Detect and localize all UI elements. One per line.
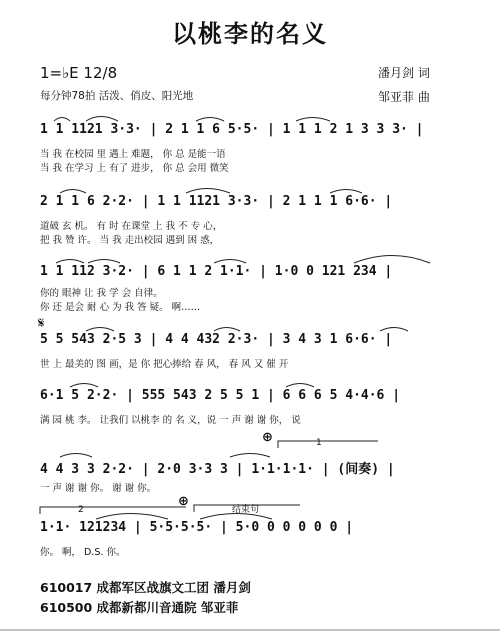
slur: [214, 260, 246, 264]
notation-row-6: 4 4 3 3 2·2· | 2·0 3·3 3 | 1·1·1·1· | (间奏) |: [40, 462, 395, 477]
slur: [186, 189, 230, 194]
slur: [88, 260, 120, 264]
coda-sign-1: ⊕: [262, 430, 273, 445]
lyric-row-3-verse-1: 你的 眼神 让 我 学 会 自律。: [40, 288, 163, 299]
notation-row-5: 6·1 5 2·2· | 555 543 2 5 5 1 | 6 6 6 5 4·4·6 |: [40, 388, 401, 403]
lyricist-credit: 潘月剑 词: [378, 66, 430, 80]
notation-row-1: 1 1 1121 3·3· | 2 1 1 6 5·5· | 1 1 1 2 1 3 3 3· |: [40, 122, 424, 137]
slur: [296, 118, 330, 122]
notation-row-4: 5 5 543 2·5 3 | 4 4 432 2·3· | 3 4 3 1 6·6· |: [40, 332, 393, 347]
slur: [96, 514, 168, 520]
volta-1-label: 1: [316, 438, 322, 448]
volta-2-label: 2: [78, 505, 84, 515]
lyric-row-1-verse-1: 当 我 在校园 里 遇上 难题， 你 总 是能一语: [40, 149, 226, 160]
footer-line-1: 610017 成都军区战旗文工团 潘月剑: [40, 580, 251, 595]
slur: [54, 118, 70, 122]
notation-row-3: 1 1 112 3·2· | 6 1 1 2 1·1· | 1·0 0 121 234 |: [40, 264, 393, 279]
slur: [86, 117, 118, 122]
slur: [230, 454, 270, 458]
coda-sign-2: ⊕: [178, 494, 189, 509]
volta-1-bracket: [278, 441, 378, 448]
ending-label: 结束句: [232, 505, 260, 515]
segno-sign: 𝄋: [38, 314, 45, 332]
slur: [60, 454, 92, 458]
lyric-row-4: 世 上 最美的 图 画，是 你 把心捧给 春 风， 春 风 又 催 开: [40, 359, 289, 370]
slur: [196, 118, 224, 122]
slur: [70, 384, 98, 388]
notation-row-2: 2 1 1 6 2·2· | 1 1 1121 3·3· | 2 1 1 1 6·6· |: [40, 194, 393, 209]
lyric-row-7: 你。 啊， D.S. 你。: [40, 547, 126, 558]
tempo-marking: 每分钟78拍 活泼、俏皮、阳光地: [40, 90, 194, 102]
song-title: 以桃李的名义: [172, 20, 328, 48]
volta-2-bracket: [40, 507, 186, 514]
key-signature: 1=♭E 12/8: [40, 64, 118, 82]
slur: [86, 328, 114, 332]
lyric-row-2-verse-2: 把 我 赞 许。 当 我 走出校园 遇到 困 惑，: [40, 235, 220, 246]
slur: [56, 260, 84, 264]
footer-line-2: 610500 成都新都川音通院 邹亚菲: [40, 600, 239, 615]
lyric-row-5: 满 园 桃 李。 让我们 以桃李 的 名 义，说 一 声 谢 谢 你， 说: [40, 415, 301, 426]
lyric-row-2-verse-1: 道破 玄 机。 有 时 在课堂 上 我 不 专 心，: [40, 221, 223, 232]
notation-row-7: 1·1· 121234 | 5·5·5·5· | 5·0 0 0 0 0 0 |: [40, 520, 354, 535]
slur: [354, 256, 430, 264]
slur: [380, 328, 408, 332]
composer-credit: 邹亚菲 曲: [378, 90, 430, 104]
slur: [60, 190, 86, 194]
lyric-row-1-verse-2: 当 我 在学习 上 有了 进步， 你 总 会用 微笑: [40, 163, 229, 174]
slur: [286, 384, 314, 388]
lyric-row-3-verse-2: 你 还 是会 耐 心 为 我 答 疑。 啊……: [40, 302, 201, 313]
ending-bracket: [194, 505, 300, 512]
slur: [214, 328, 240, 332]
slur: [200, 514, 272, 520]
slur: [330, 190, 362, 194]
lyric-row-6: 一 声 谢 谢 你。 谢 谢 你。: [40, 483, 157, 494]
